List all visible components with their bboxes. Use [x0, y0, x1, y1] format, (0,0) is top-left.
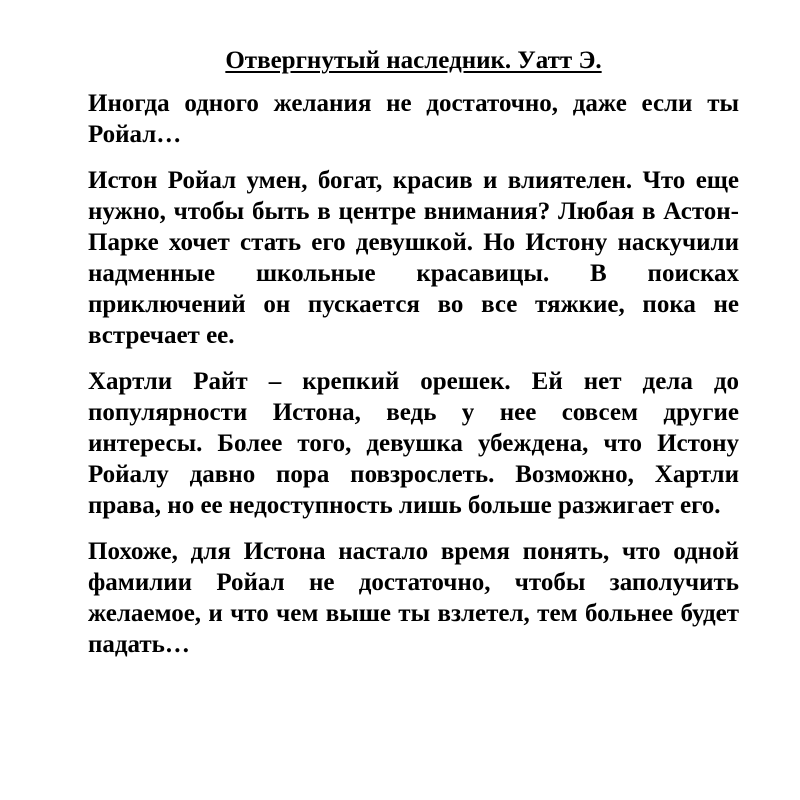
document-page	[88, 44, 739, 675]
paragraph-1: Иногда одного желания не достаточно, даже если ты Ройал…	[88, 90, 739, 148]
paragraph-4: Похоже, для Истона настало время понять, что одной фамилии Ройал не достаточно, чтобы заполучить желаемое, и что чем выше ты взлетел, тем больнее будет падать…	[88, 538, 739, 658]
document-title: Отвергнутый наследник. Уатт Э.	[225, 47, 602, 74]
paragraph-3: Хартли Райт – крепкий орешек. Ей нет дела до популярности Истона, ведь у нее совсем другие интересы. Более того, девушка убеждена, что Истону Ройалу давно пора повзрослеть. Возможно, Хартли права, но ее недоступность лишь больше разжигает его.	[88, 368, 739, 519]
paragraph-2: Истон Ройал умен, богат, красив и влиятелен. Что еще нужно, чтобы быть в центре внимания? Любая в Астон-Парке хочет стать его девушкой. Но Истону наскучили надменные школьные красавицы. В поисках приключений он пускается во все тяжкие, пока не встречает ее.	[88, 167, 739, 349]
